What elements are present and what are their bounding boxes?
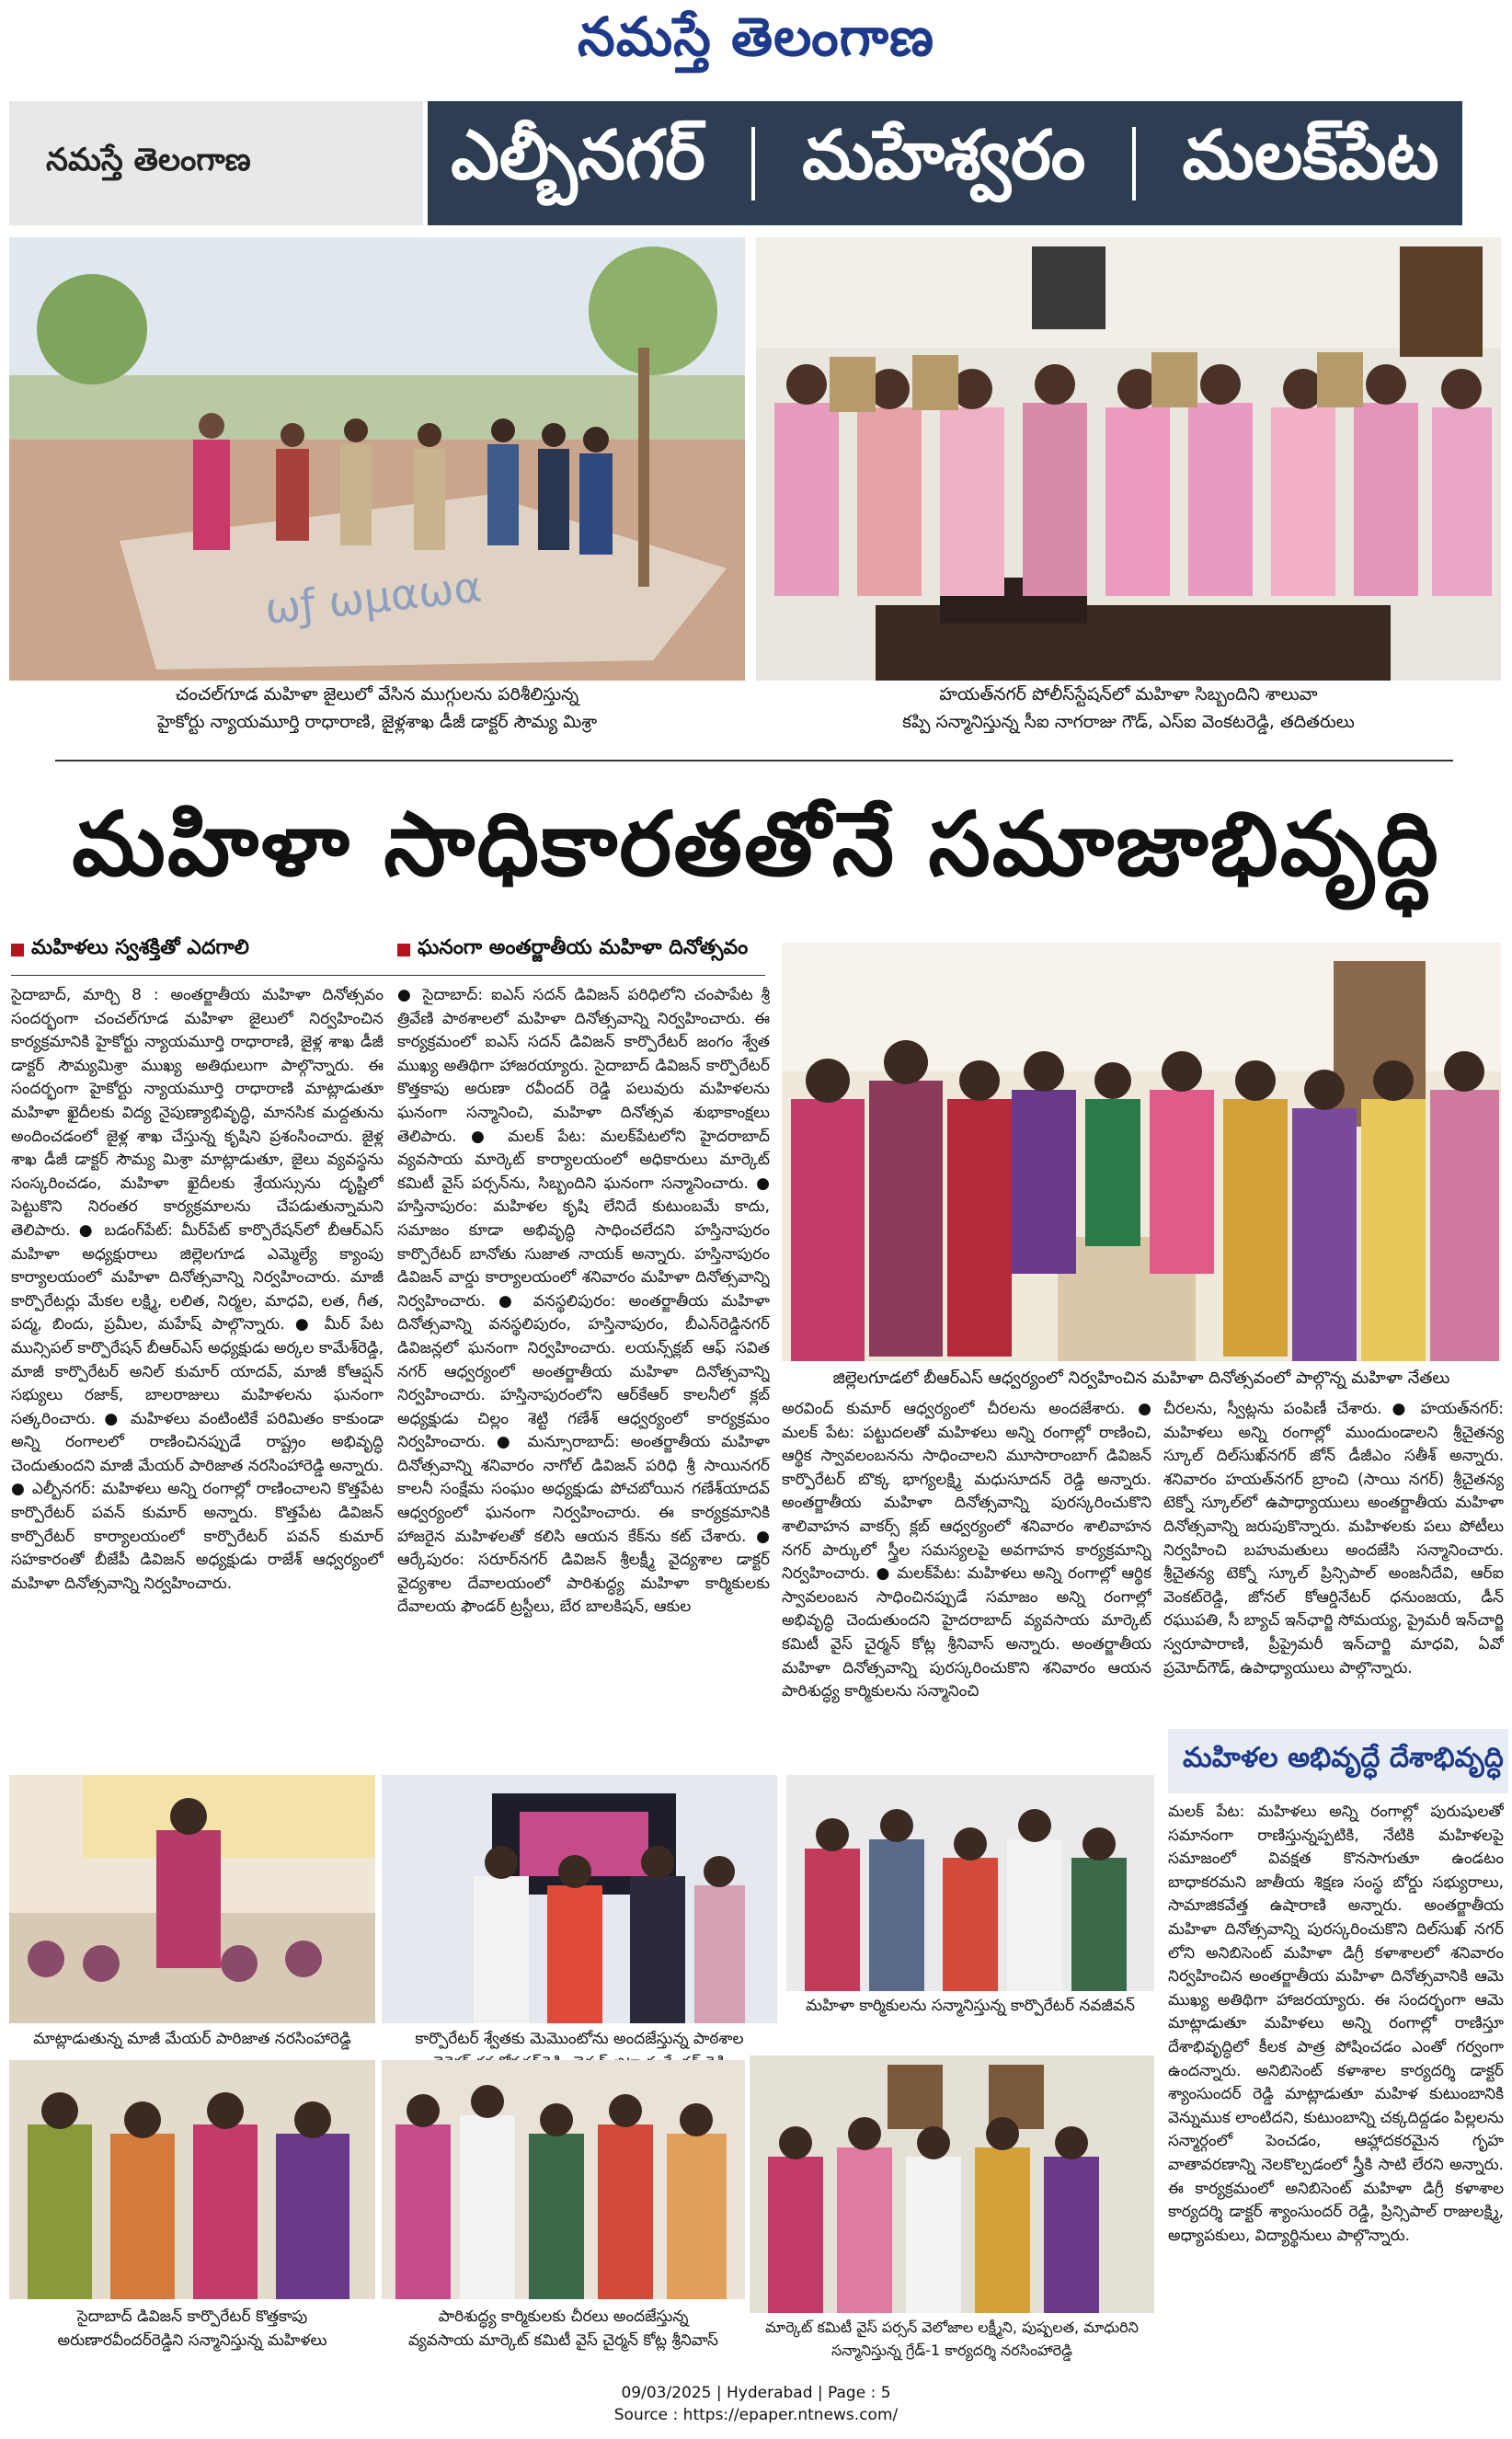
area-divider [751,127,755,200]
bullet-icon [397,944,410,956]
caption-line: హైకోర్టు న్యాయమూర్తి రాధారాణి, జైళ్లశాఖ డీజీ డాక్టర్ సౌమ్య మిశ్రా [157,712,597,732]
kicker-left [11,936,388,964]
caption-line: మాట్లాడుతున్న మాజీ మేయర్ పారిజాత నరసింహారెడ్డి [33,2030,351,2048]
caption-line: జిల్లెలగూడలో బీఆర్‌ఎస్ ఆధ్వర్యంలో నిర్వహించిన మహిళా దినోత్సవంలో పాల్గొన్న మహిళా నేతలు [832,1368,1450,1388]
photo-sarees-distribution [382,2060,745,2299]
caption-aruna [9,2305,375,2353]
headline-text: మహిళా సాధికారతతోనే సమాజాభివృద్ధి [72,793,1440,896]
area-malakpet: మలక్‌పేట [1182,115,1439,195]
article-text: మలక్ పేట: మహిళలు అన్ని రంగాల్లో పురుషులతో సమానంగా రాణిస్తున్నప్పటికి, నేటికి మహిళలపై సమాజంలో వివక్షత కొనసాగుతూ ఉండటం బాధాకరమని జాతీయ శిక్షణ సంస్థ బోర్డు సభ్యురాలు, సామాజికవేత్త ఉషారాణి అన్నారు. అంతర్జాతీయ మహిళా దినోత్సవాన్ని పురస్కరించుకొని దిల్‌సుఖ్ నగర్ లోని అనిబిసెంట్ మహిళా డిగ్రీ కళాశాలలో శనివారం నిర్వహించిన అంతర్జాతీయ మహిళా దినోత్సవానికి ఆమె ముఖ్య అతిథిగా హాజరయ్యారు. ఈ సందర్భంగా ఆమె మాట్లాడుతూ మహిళలు అన్ని రంగాల్లో రాణిస్తూ దేశాభివృద్ధిలో కీలక పాత్ర పోషించడం ఎంతో గర్వంగా ఉందన్నారు. అనిబిసెంట్ కళాశాల కార్యదర్శి డాక్టర్ శ్యాంసుందర్ రెడ్డి మాట్లాడుతూ మహిళ కుటుంబానికి వెన్నుముక లాంటిదని, కుటుంబాన్ని చక్కదిద్దడం పిల్లలను సన్మార్గంలో పెంచడం, ఆహ్లాదకరమైన గృహ వాతావరణాన్ని నెలకొల్పడంలో స్త్రీకి సాటి లేరని అన్నారు. ఈ కార్యక్రమంలో అనిబిసెంట్ మహిళా డిగ్రీ కళాశాల కార్యదర్శి డాక్టర్ శ్యాంసుందర్ రెడ్డి, ప్రిన్సిపాల్ రాజులక్ష్మి, అధ్యాపకులు, విద్యార్థినులు పాల్గొన్నారు. [1168,1803,1504,2245]
section-areas [428,101,1462,225]
box-story-text [1168,1801,1504,2371]
caption-line: పారిశుద్ధ్య కార్మికులకు చీరలు అందజేస్తున్న [438,2307,689,2326]
footer-date-page: 09/03/2025 | Hyderabad | Page : 5 [621,2384,891,2402]
main-headline [0,791,1512,920]
article-column-1 [11,984,384,1757]
box-heading-text: మహిళల అభివృద్ధే దేశాభివృద్ధి [1183,1742,1504,1774]
photo-corporator-honors-workers [786,1775,1154,1991]
top-divider [55,760,1453,761]
photo-police-women-staff [756,237,1501,681]
article-column-2 [397,984,770,1757]
caption-police-photo [756,681,1501,736]
area-divider [1132,127,1136,200]
box-story-heading [1168,1729,1508,1793]
caption-corporator-navajeevan [786,1994,1154,2018]
article-text: ● సైదాబాద్: ఐఎస్ సదన్ డివిజన్ పరిధిలోని చంపాపేట శ్రీ త్రివేణి పాఠశాలలో మహిళా దినోత్సవాన్ని నిర్వహించారు. ఈ కార్యక్రమంలో ఐఎస్ సదన్ డివిజన్ కార్పొరేటర్ జంగం శ్వేత ముఖ్య అతిథిగా హాజరయ్యారు. సైదాబాద్ డివిజన్ కార్పొరేటర్ కొత్తకాపు అరుణా రవీందర్ రెడ్డి పలువురు మహిళలను ఘనంగా సన్మానించి, మహిళా దినోత్సవ శుభాకాంక్షలు తెలిపారు. ● మలక్ పేట: మలక్‌పేటలోని హైదరాబాద్ వ్యవసాయ మార్కెట్ కార్యాలయంలో అధికారులు మార్కెట్ కమిటీ వైస్ పర్సన్‌ను, సిబ్బందిని ఘనంగా సన్మానించారు. ● హస్తినాపురం: మహిళల కృషి లేనిదే కుటుంబమే కాదు, సమాజం కూడా అభివృద్ధి సాధించలేదని హస్తినాపురం కార్పొరేటర్ బానోతు సుజాత నాయక్ అన్నారు. హస్తినాపురం డివిజన్ వార్డు కార్యాలయంలో శనివారం మహిళా దినోత్సవాన్ని నిర్వహించారు. ● వనస్థలిపురం: అంతర్జాతీయ మహిళా దినోత్సవాన్ని వనస్థలిపురం, హస్తినాపురం, బీఎన్‌రెడ్డినగర్ డివిజన్లలో ఘనంగా నిర్వహించారు. లయన్స్‌క్లబ్ ఆఫ్ సవిత నగర్ ఆధ్వర్యంలో అంతర్జాతీయ మహిళా దినోత్సవాన్ని నిర్వహించారు. హస్తినాపురంలోని ఆర్‌కేఆర్ కాలనీలో క్లబ్ అధ్యక్షుడు చిల్లం శెట్టి గణేశ్ ఆధ్వర్యంలో కార్యక్రమం నిర్వహించారు. ● మన్సూరాబాద్: అంతర్జాతీయ మహిళా దినోత్సవాన్ని శనివారం నాగోల్ డివిజన్ పరిధి శ్రీ సాయినగర్ కాలనీ సంక్షేమ సంఘం అధ్యక్షుడు పోచబోయిన గణేశ్‌యాదవ్ ఆధ్వర్యంలో ఘనంగా నిర్వహించారు. ఈ కార్యక్రమానికి హాజరైన మహిళలతో కలిసి ఆయన కేక్‌ను కట్ చేశారు. ● ఆర్కేపురం: సరూర్‌నగర్ డివిజన్ శ్రీలక్ష్మీ వైద్యశాల డాక్టర్ వైద్యశాల దేవాలయంలో పారిశుద్ధ్య మహిళా కార్మికులకు దేవాలయ ఫౌండర్ ట్రస్టీలు, బేర బాలకిషన్, ఆకుల [397,986,770,1617]
caption-jail-photo [9,681,745,736]
caption-line: కప్పి సన్మానిస్తున్న సీఐ నాగరాజు గౌడ్, ఎస్ఐ వెంకటరెడ్డి, తదితరులు [902,712,1355,732]
photo-memento-presentation [382,1775,777,2023]
caption-line: సైదాబాద్ డివిజన్ కార్పొరేటర్ కొత్తకాపు [76,2307,308,2326]
article-text: చీరలను, స్వీట్లను పంపిణీ చేశారు. ● హయత్‌నగర్: మహిళలు అన్ని రంగాల్లో ముందుండాలని శ్రీచైతన్య స్కూల్ దిల్‌సుఖ్‌నగర్ జోన్ డీజీఎం సతీశ్ అన్నారు. శనివారం హయత్‌నగర్ బ్రాంచి (సాయి నగర్) శ్రీచైతన్య టెక్నో స్కూల్‌లో ఉపాధ్యాయులు అంతర్జాతీయ మహిళా దినోత్సవాన్ని జరుపుకొన్నారు. మహిళలకు పలు పోటీలు నిర్వహించి బహుమతులు అందజేసి సన్మానించారు. శ్రీచైతన్య టెక్నో స్కూల్ ప్రిన్సిపాల్ అంజనీదేవి, ఆర్‌ఐ వెంకట్‌రెడ్డి, జోనల్ కోఆర్డినేటర్ ధనుంజయ, డీన్ రఘుపతి, సీ బ్యాచ్ ఇన్‌ఛార్జి సోమయ్య, ప్రైమరీ ఇన్‌చార్జి స్వరూపారాణి, ప్రీప్రైమరీ ఇన్‌చార్జి మాధవి, ఏవో ప్రమోద్‌గౌడ్, ఉపాధ్యాయులు పాల్గొన్నారు. [1163,1400,1504,1678]
caption-mayor [9,2027,375,2051]
area-lbnagar: ఎల్బీనగర్ [451,115,705,195]
page-footer [0,2382,1512,2426]
footer-source: Source : https://epaper.ntnews.com/ [613,2406,899,2424]
caption-line: వ్యవసాయ మార్కెట్ కమిటీ వైస్ చైర్మన్ కోట్ల శ్రీనివాస్ [408,2331,718,2350]
photo-market-committee [750,2055,1154,2313]
area-maheshwaram: మహేశ్వరం [802,115,1086,195]
svg-text:ωƒ ωμαωα: ωƒ ωμαωα [262,561,485,634]
kicker-right [397,936,774,964]
section-bar [9,101,1462,225]
caption-line: చంచల్‌గూడ మహిళా జైలులో వేసిన ముగ్గులను పరిశీలిస్తున్న [175,684,579,704]
article-text: సైదాబాద్, మార్చి 8 : అంతర్జాతీయ మహిళా దినోత్సవం సందర్భంగా చంచల్‌గూడ మహిళా జైలులో నిర్వహించిన కార్యక్రమానికి హైకోర్టు న్యాయమూర్తి రాధారాణి, జైళ్ల శాఖ డీజీ డాక్టర్ సౌమ్యమిశ్రా ముఖ్య అతిథులుగా పాల్గొన్నారు. ఈ సందర్భంగా హైకోర్టు న్యాయమూర్తి రాధారాణి మాట్లాడుతూ మహిళా ఖైదీలకు విద్య నైపుణ్యాభివృద్ధి, మానసిక మద్దతును అందించడంలో జైళ్ల శాఖ చేస్తున్న కృషిని ప్రశంసించారు. జైళ్ల శాఖ డీజీ డాక్టర్ సౌమ్య మిశ్రా మాట్లాడుతూ, జైలు వ్యవస్థను సంస్కరించడం, మహిళా ఖైదీలకు శ్రేయస్సును దృష్టిలో పెట్టుకొని నిరంతర కార్యక్రమాలను చేపడుతున్నామని తెలిపారు. ● బడంగ్‌పేట్: మీర్‌పేట్ కార్పొరేషన్‌లో బీఆర్‌ఎస్ మహిళా అధ్యక్షురాలు జిల్లెలగూడ ఎమ్మెల్యే క్యాంపు కార్యాలయంలో మహిళా దినోత్సవాన్ని నిర్వహించారు. మాజీ కార్పొరేటర్లు మేకల లక్ష్మి, లలిత, నిర్మల, మాధవి, లత, గీత, పద్మ, బిందు, ప్రమీల, మహేష్ పాల్గొన్నారు. ● మీర్ పేట మున్సిపల్ కార్పొరేషన్ బీఆర్ఎస్ అధ్యక్షుడు అర్కల కామేశ్‌రెడ్డి, మాజీ కార్పొరేటర్ అనిల్ కుమార్ యాదవ్, మాజీ కోఆప్షన్ సభ్యులు రజాక్, బాలరాజులు మహిళలను ఘనంగా సత్కరించారు. ● మహిళలు వంటింటికే పరిమితం కాకుండా అన్ని రంగాలలో రాణించినప్పుడే రాష్ట్రం అభివృద్ధి చెందుతుందని మాజీ మేయర్ పారిజాత నరసింహారెడ్డి అన్నారు. ● ఎల్బీనగర్: మహిళలు అన్ని రంగాల్లో రాణించాలని కొత్తపేట కార్పొరేటర్ పవన్ కుమార్ అన్నారు. కొత్తపేట డివిజన్ కార్పొరేటర్ కార్యాలయంలో కార్పొరేటర్ పవన్ కుమార్ సహకారంతో బీజేపీ డివిజన్ అధ్యక్షుడు రాజేశ్ ఆధ్వర్యంలో మహిళా దినోత్సవాన్ని నిర్వహించారు. [11,986,384,1593]
caption-line: మహిళా కార్మికులను సన్మానిస్తున్న కార్పొరేటర్ నవజీవన్ [806,1997,1135,2015]
newspaper-title: నమస్తే తెలంగాణ [578,6,934,68]
photo-jail-rangoli [9,237,745,681]
caption-line: హయత్‌నగర్ పోలీస్‌స్టేషన్‌లో మహిళా సిబ్బందిని శాలువా [939,684,1318,704]
photo-corporator-felicitated [9,2060,375,2299]
article-column-3 [782,1398,1151,1766]
kicker-right-text: ఘనంగా అంతర్జాతీయ మహిళా దినోత్సవం [418,936,749,959]
photo-brs-womens-day [782,943,1501,1361]
caption-line: మార్కెట్ కమిటీ వైస్ పర్సన్ వెలోజాల లక్ష్మీని, పుష్పలత, మాధురిని [765,2319,1139,2336]
article-column-4 [1163,1398,1504,1720]
kicker-left-text: మహిళలు స్వశక్తితో ఎదగాలి [31,936,249,959]
photo-mayor-speaking [9,1775,375,2023]
bullet-icon [11,944,24,956]
section-paper-label: నమస్తే తెలంగాణ [46,141,251,178]
kicker-rule [11,975,765,976]
masthead [0,0,1512,87]
article-text: అరవింద్ కుమార్ ఆధ్వర్యంలో చీరలను అందజేశారు. ● మలక్ పేట: పట్టుదలతో మహిళలు అన్ని రంగాల్లో రాణించి, ఆర్థిక స్వావలంబనను సాధించాలని మూసారాంబాగ్ డివిజన్ కార్పొరేటర్ బొక్క భాగ్యలక్ష్మి మధుసూదన్ రెడ్డి అన్నారు. అంతర్జాతీయ మహిళా దినోత్సవాన్ని పురస్కరించుకొని శాలివాహన వాకర్స్ క్లబ్ ఆధ్వర్యంలో శనివారం శాలివాహన నగర్ పార్కులో స్త్రీల సమస్యలపై అవగాహన కార్యక్రమాన్ని నిర్వహించారు. ● మలక్‌పేట: మహిళలు అన్ని రంగాల్లో ఆర్థిక స్వావలంబన సాధించినప్పుడే సమాజం అన్ని రంగాల్లో అభివృద్ధి చెందుతుందని హైదరాబాద్ వ్యవసాయ మార్కెట్ కమిటీ వైస్ చైర్మన్ కోట్ల శ్రీనివాస్ అన్నారు. అంతర్జాతీయ మహిళా దినోత్సవాన్ని పురస్కరించుకొని శనివారం ఆయన పారిశుద్ధ్య కార్మికులను సన్మానించి [782,1400,1151,1701]
caption-brs-photo [782,1365,1501,1392]
caption-line: కార్పొరేటర్ శ్వేతకు మెమొంటోను అందజేస్తున్న పాఠశాల [415,2030,744,2048]
caption-market-committee [750,2316,1154,2362]
caption-sarees [382,2305,745,2353]
caption-line: సన్మానిస్తున్న గ్రేడ్-1 కార్యదర్శి నరసింహారెడ్డి [831,2342,1072,2359]
caption-line: అరుణారవీందర్‌రెడ్డిని సన్మానిస్తున్న మహిళలు [57,2331,327,2350]
section-paper-label-box [9,101,423,225]
